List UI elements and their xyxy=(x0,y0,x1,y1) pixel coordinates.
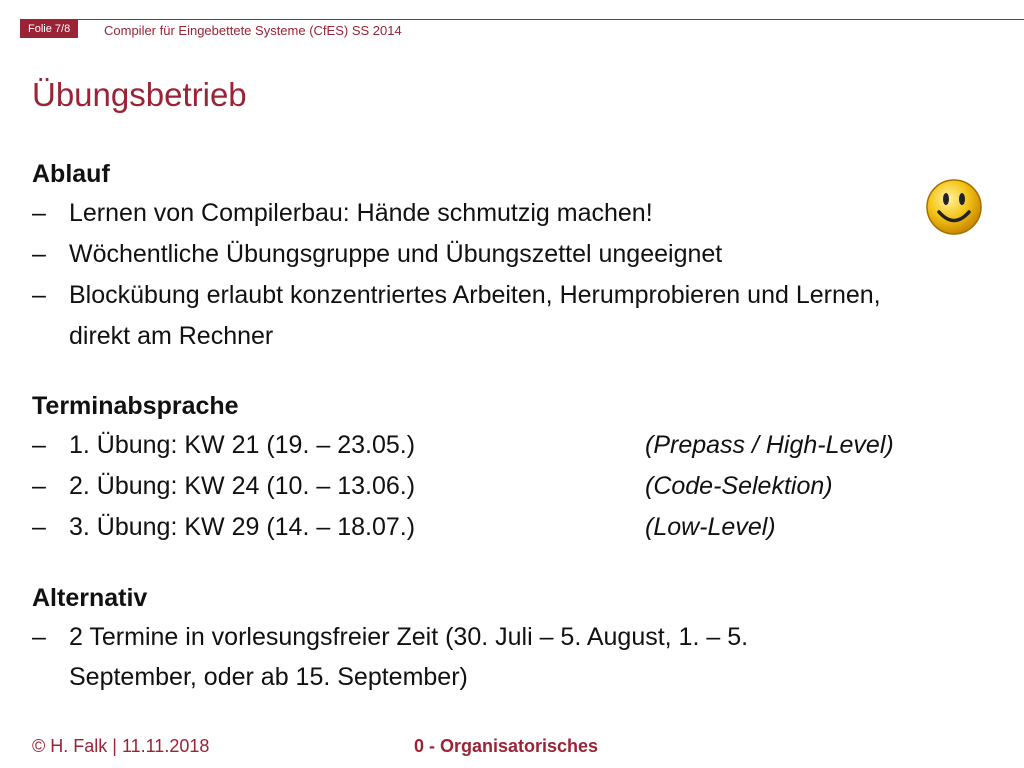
bullet-dash: – xyxy=(32,240,46,268)
footer-chapter: 0 - Organisatorisches xyxy=(414,736,599,756)
bullet-dash: – xyxy=(32,431,46,459)
bullet-dash: – xyxy=(32,472,46,500)
list-item-text: 3. Übung: KW 29 (14. – 18.07.) xyxy=(69,513,416,541)
bullet-dash: – xyxy=(32,281,46,309)
slide-title: Übungsbetrieb xyxy=(32,76,247,113)
list-item-text: 2 Termine in vorlesungsfreier Zeit (30. Juli – 5. August, 1. – 5. xyxy=(69,623,749,651)
list-item-note: (Low-Level) xyxy=(645,513,776,541)
bullet-dash: – xyxy=(32,623,46,651)
slide-number-badge: Folie 7/8 xyxy=(20,19,78,38)
list-item-text: 1. Übung: KW 21 (19. – 23.05.) xyxy=(69,431,416,459)
list-item-text: Lernen von Compilerbau: Hände schmutzig machen! xyxy=(69,199,653,227)
smiley-icon xyxy=(924,177,984,237)
section-heading-alternativ: Alternativ xyxy=(32,584,148,612)
list-item-continuation: September, oder ab 15. September) xyxy=(69,663,468,691)
bullet-dash: – xyxy=(32,513,46,541)
footer-author-date: © H. Falk | 11.11.2018 xyxy=(32,736,210,756)
list-item-note: (Prepass / High-Level) xyxy=(645,431,894,459)
list-item-text: 2. Übung: KW 24 (10. – 13.06.) xyxy=(69,472,416,500)
list-item-text: Wöchentliche Übungsgruppe und Übungszettel ungeeignet xyxy=(69,240,723,268)
list-item-note: (Code-Selektion) xyxy=(645,472,833,500)
course-title: Compiler für Eingebettete Systeme (CfES) SS 2014 xyxy=(104,23,402,38)
header-rule xyxy=(20,19,1024,20)
section-heading-terminabsprache: Terminabsprache xyxy=(32,392,239,420)
list-item-continuation: direkt am Rechner xyxy=(69,322,274,350)
section-heading-ablauf: Ablauf xyxy=(32,160,110,188)
list-item-text: Blockübung erlaubt konzentriertes Arbeiten, Herumprobieren und Lernen, xyxy=(69,281,881,309)
bullet-dash: – xyxy=(32,199,46,227)
